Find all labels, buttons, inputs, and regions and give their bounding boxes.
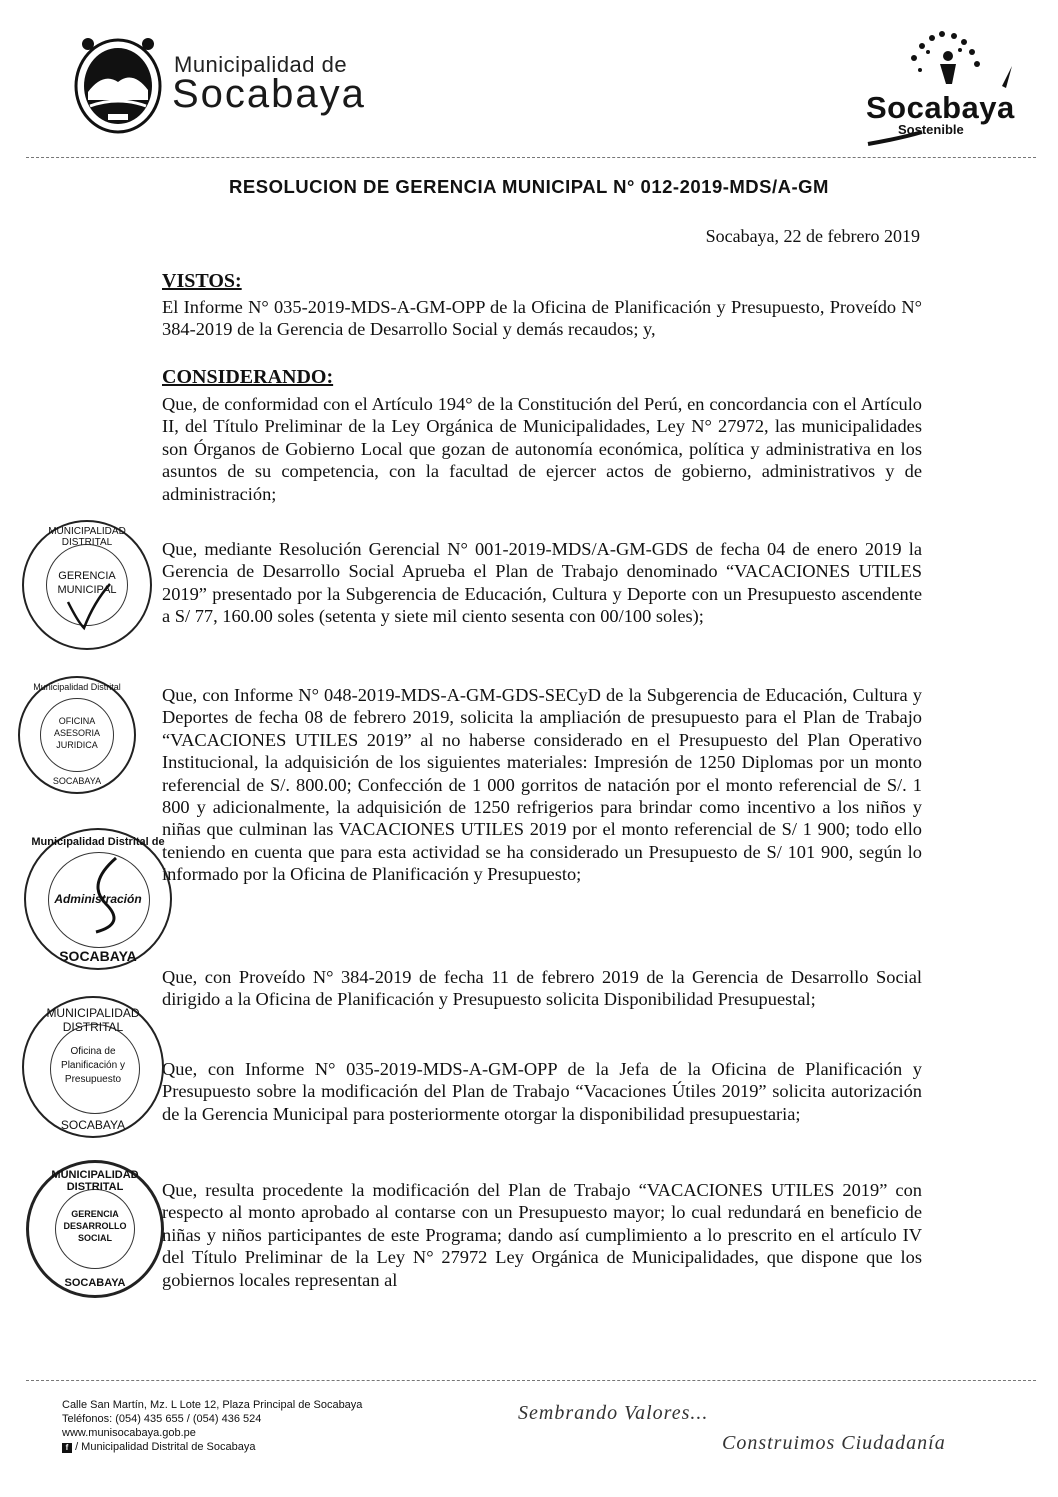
vistos-heading: VISTOS: [162,270,242,292]
footer-facebook[interactable] [62,1440,362,1454]
stamp-ring-text: MUNICIPALIDAD DISTRITAL [48,526,126,548]
stamp-asesoria-juridica [18,676,136,794]
paragraph-2: Que, mediante Resolución Gerencial N° 001-2019-MDS/A-GM-GDS de fecha 04 de enero 2019 la Gerencia de Desarrollo Social Aprueba el Plan de Trabajo denominado “VACACIONES UTILES 2019” presentado por la Subgerencia de Educación, Cultura y Deporte con un Presupuesto ascendente a S/ 77, 160.00 soles (setenta y siete mil ciento sesenta con 00/100 soles); [162,539,922,627]
paragraph-6: Que, resulta procedente la modificación del Plan de Trabajo “VACACIONES UTILES 2019” con respecto al monto aprobado al contarse con un Presupuesto mayor; lo cual redundará en beneficio de niñas y niños participantes de este Programa; dando así cumplimiento a lo prescrito en el artículo IV del Título Preliminar de la Ley N° 27972 Ley Orgánica de Municipalidades, que dispone que los gobiernos locales representan al [162,1180,922,1290]
stamp-administracion [24,828,172,970]
stamp-center-text: MUNICIPAL [57,584,117,596]
municipality-name-line2: Socabaya [172,72,366,116]
footer-divider [26,1380,1036,1381]
municipality-name-line1: Municipalidad de [174,52,348,77]
facebook-icon: f [62,1443,72,1453]
resolution-title: RESOLUCION DE GERENCIA MUNICIPAL N° 012-2019-MDS/A-GM [229,176,829,197]
municipality-seal-logo [68,30,168,138]
stamp-ring-text: Municipalidad Distrital [33,682,121,692]
resolution-date: Socabaya, 22 de febrero 2019 [705,226,920,246]
footer-contact [62,1398,362,1454]
stamp-ring-text: MUNICIPALIDAD DISTRITAL [51,1169,139,1193]
signature-mark [64,582,114,632]
footer-website[interactable]: www.munisocabaya.gob.pe [62,1427,196,1439]
brand-title: Socabaya [866,90,1015,125]
facebook-label: / Municipalidad Distrital de Socabaya [75,1441,256,1453]
stamp-center-text: Presupuesto [64,1074,122,1085]
stamp-center-text: Administración [54,892,142,906]
stamp-center-text: Oficina de [70,1046,116,1057]
paragraph-4: Que, con Proveído N° 384-2019 de fecha 11 de febrero 2019 de la Gerencia de Desarrollo Social dirigido a la Oficina de Planificación y Presupuesto solicita Disponibilidad Presupuestal; [162,967,922,1010]
footer-slogan-1: Sembrando Valores... [518,1402,709,1424]
considerando-heading: CONSIDERANDO: [162,366,334,388]
paragraph-5: Que, con Informe N° 035-2019-MDS-A-GM-OPP de la Jefa de la Oficina de Planificación y Presupuesto sobre la modificación del Plan de Trabajo “Vacaciones Útiles 2019” solicita autorización de la Gerencia Municipal para posteriormente otorgar la disponibilidad presupuestaria; [162,1059,922,1124]
stamp-bottom-text: SOCABAYA [64,1277,126,1289]
stamp-gerencia-municipal [22,520,152,650]
stamp-center-text: Planificación y [61,1060,125,1071]
header-divider [26,157,1036,158]
stamp-planificacion-presupuesto [22,996,164,1138]
stamp-center-text: ASESORIA [53,728,100,738]
stamp-center-text: OFICINA [58,716,96,726]
footer-slogan-2: Construimos Ciudadanía [722,1432,946,1454]
paragraph-3: Que, con Informe N° 048-2019-MDS-A-GM-GDS-SECyD de la Subgerencia de Educación, Cultura y Deportes de fecha 08 de febrero 2019, solicita la ampliación de presupuesto para el Plan de Trabajo “VACACIONES UTILES 2019” al no haberse considerado en el Presupuesto del Plan Operativo Institucional, la adquisición de los siguientes materiales: Impresión de 1250 Diplomas por un monto referencial de S/. 800.00; Confección de 1 000 gorritos de natación por el monto referencial de S/. 1 800 y adicionalmente, la adquisición de 1250 refrigerios para brindar como incentivo a los niños y niñas que culminan las VACACIONES UTILES 2019 por el monto referencial de S/ 1 900; todo ello teniendo en cuenta que para esta actividad se ha considerado un Presupuesto de S/ 101 900, según lo informado por la Oficina de Planificación y Presupuesto; [162,685,922,885]
footer-address: Calle San Martín, Mz. L Lote 12, Plaza Principal de Socabaya [62,1399,363,1411]
stamp-center-text: GERENCIA [58,570,116,582]
vistos-text: El Informe N° 035-2019-MDS-A-GM-OPP de la Oficina de Planificación y Presupuesto, Proveído N° 384-2019 de la Gerencia de Desarrollo Social y demás recaudos; y, [162,297,922,340]
stamp-ring-text: MUNICIPALIDAD DISTRITAL [46,1006,140,1034]
brand-subtitle: Sostenible [898,122,964,137]
stamp-bottom-text: SOCABAYA [59,948,137,964]
stamp-center-text: SOCIAL [77,1233,112,1243]
stamp-center-text: GERENCIA [71,1209,119,1219]
stamp-center-text: DESARROLLO [63,1221,127,1231]
paragraph-1: Que, de conformidad con el Artículo 194° de la Constitución del Perú, en concordancia con el Artículo II, del Título Preliminar de la Ley Orgánica de Municipalidades, Ley N° 27972, las municipalidades son Órganos de Gobierno Local que gozan de autonomía económica, política y administrativa en los asuntos de su competencia, con la facultad de ejercer actos de gobierno, administrativos y de administración; [162,394,922,504]
signature-mark [76,854,136,934]
stamp-desarrollo-social [26,1160,164,1298]
stamp-center-text: JURIDICA [56,740,98,750]
stamp-bottom-text: SOCABAYA [60,1118,126,1132]
footer-phones: Teléfonos: (054) 435 655 / (054) 436 524 [62,1413,262,1425]
stamp-bottom-text: SOCABAYA [52,776,102,786]
stamp-ring-text: Municipalidad Distrital de [31,836,165,848]
